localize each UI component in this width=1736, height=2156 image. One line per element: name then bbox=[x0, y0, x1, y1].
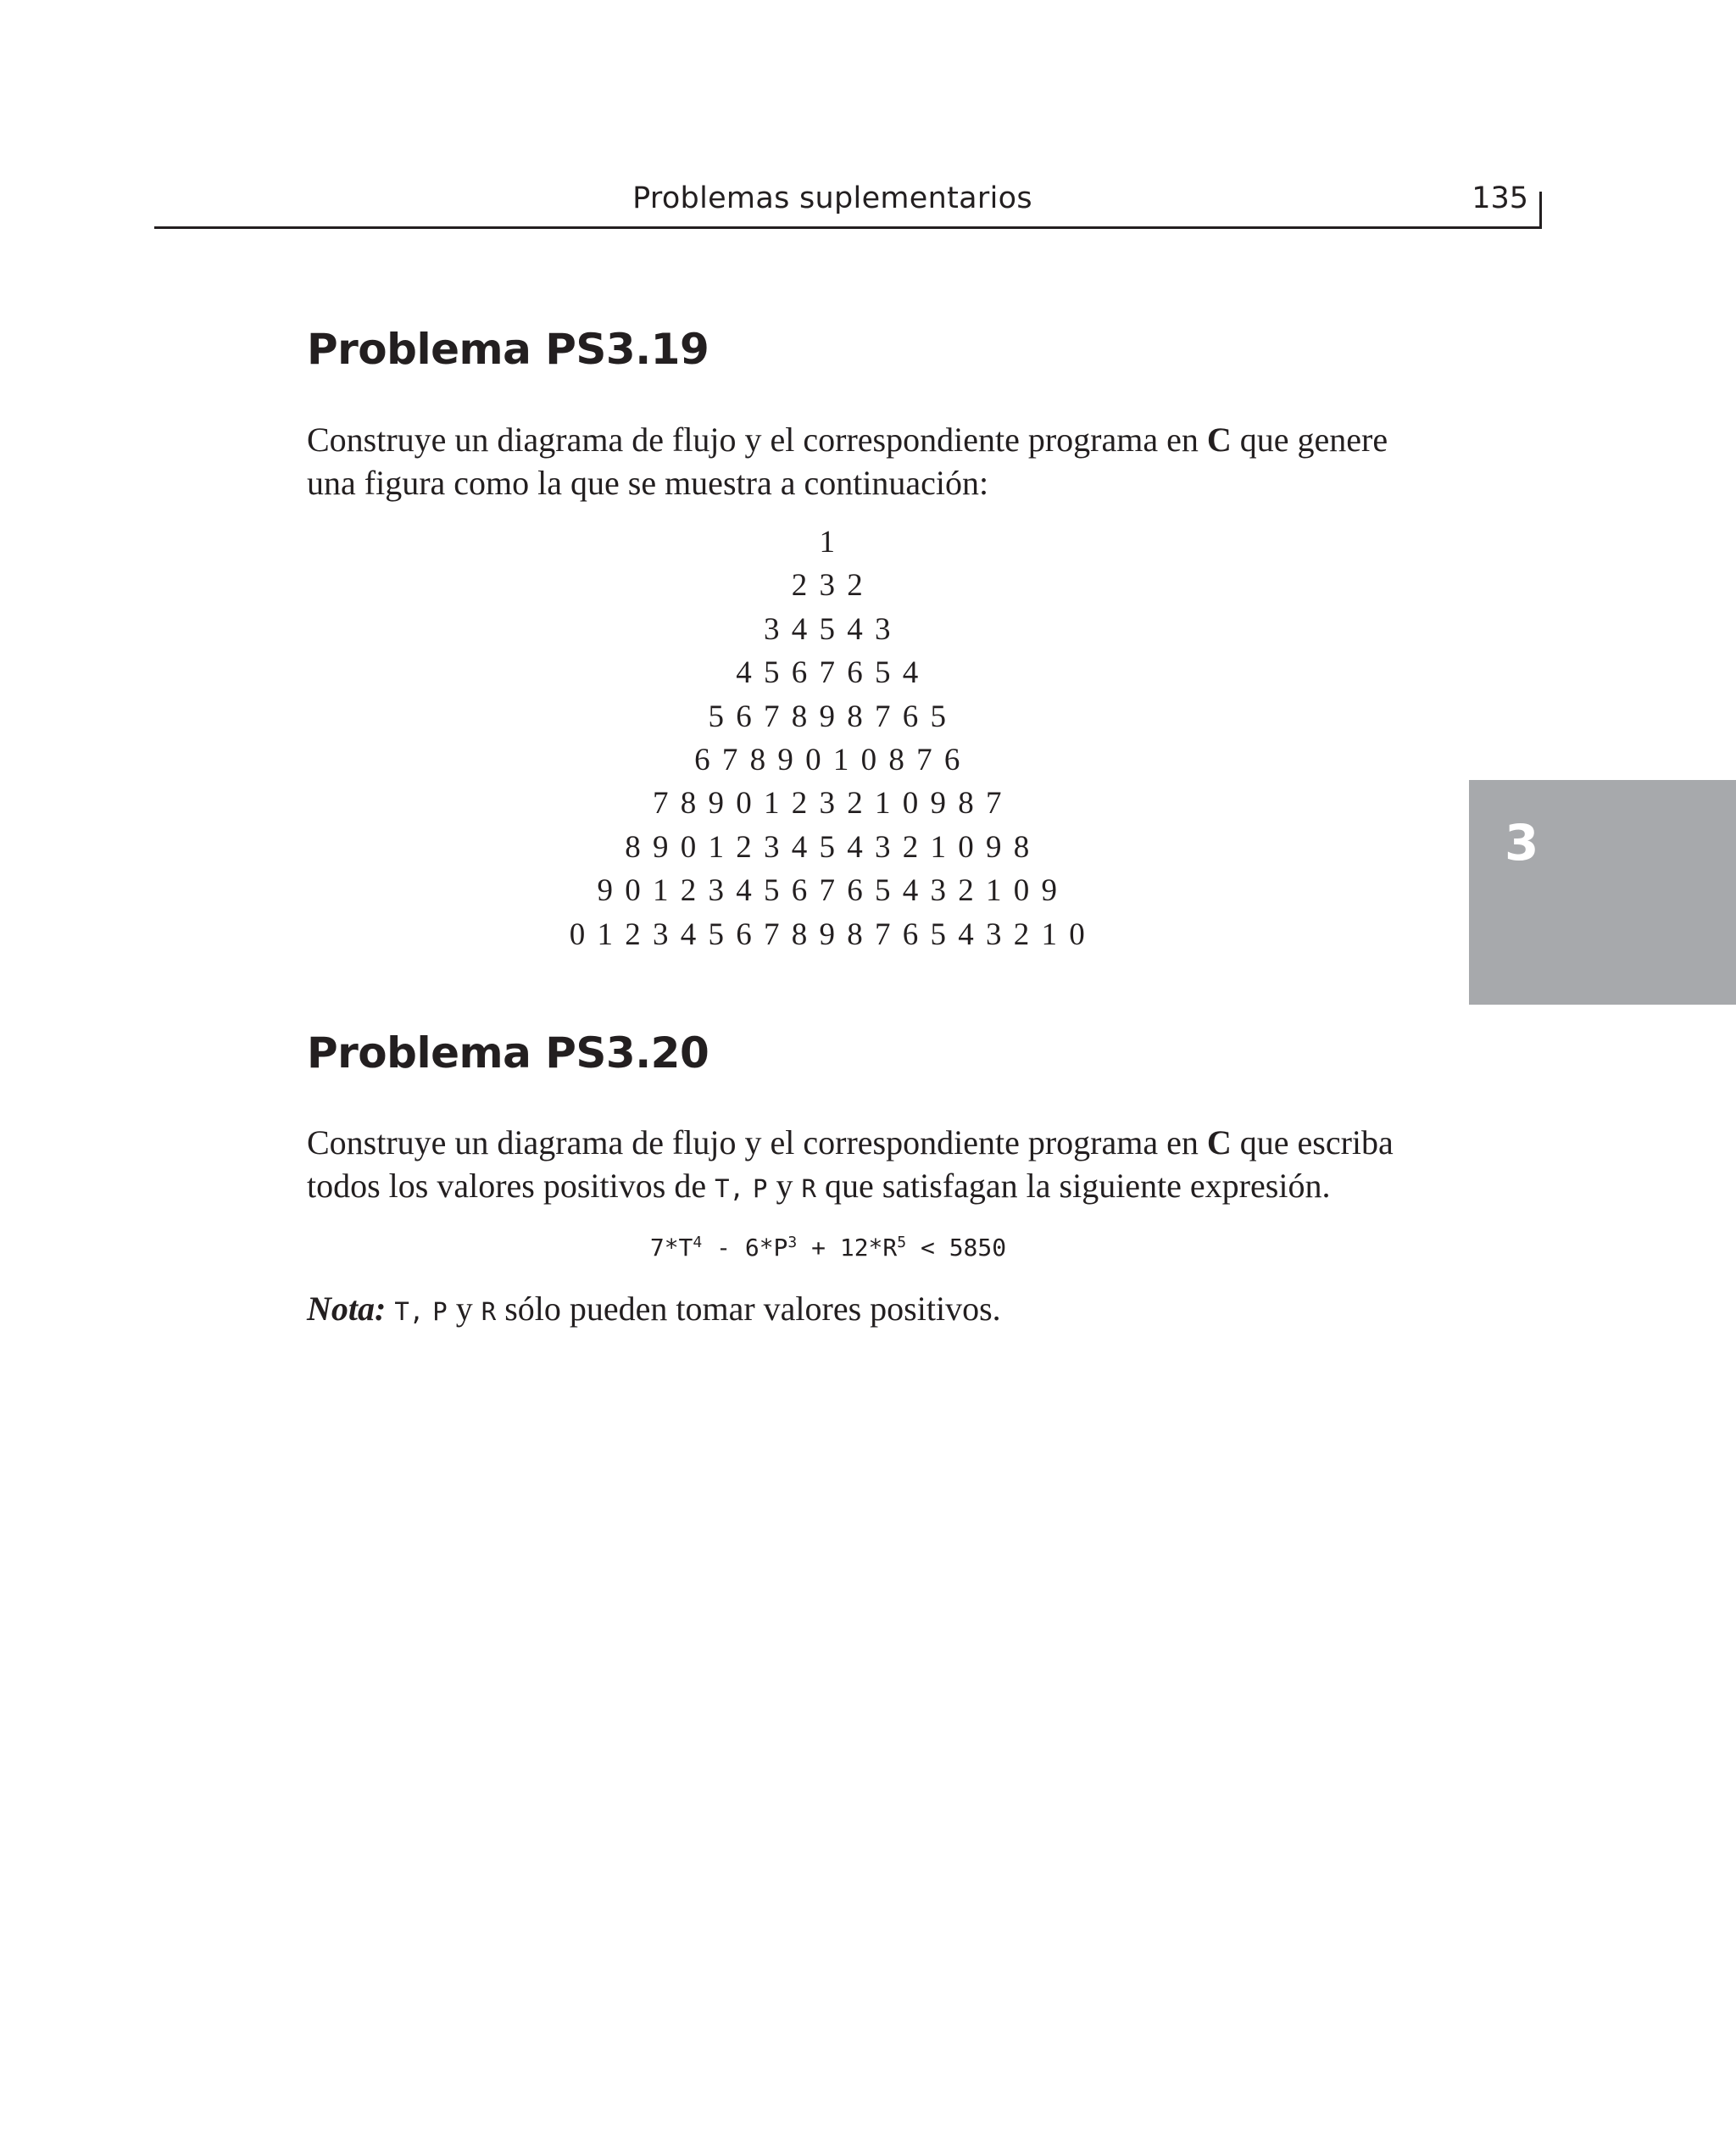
chapter-tab bbox=[1469, 780, 1736, 1005]
running-title: Problemas suplementarios bbox=[632, 181, 1032, 215]
var-p: P bbox=[753, 1174, 768, 1203]
formula-part-3: + 12*R bbox=[797, 1234, 898, 1262]
formula-part-1: 7*T bbox=[649, 1234, 693, 1262]
pyramid-row: 2 3 2 bbox=[791, 568, 865, 604]
pyramid-row: 9 0 1 2 3 4 5 6 7 6 5 4 3 2 1 0 9 bbox=[597, 873, 1060, 909]
problem-19-title: Problema PS3.19 bbox=[307, 325, 709, 374]
var-t: T, bbox=[715, 1174, 745, 1203]
problem-19-bold-c: C bbox=[1206, 421, 1232, 459]
var-r: R bbox=[801, 1174, 816, 1203]
note-label: Nota: bbox=[307, 1290, 387, 1328]
page-number: 135 bbox=[1472, 181, 1528, 215]
running-head bbox=[154, 178, 1542, 229]
pyramid-row: 0 1 2 3 4 5 6 7 8 9 8 7 6 5 4 3 2 1 0 bbox=[569, 916, 1088, 952]
problem-20-note bbox=[307, 1287, 1443, 1334]
problem-20-title: Problema PS3.20 bbox=[307, 1028, 709, 1078]
pyramid-row: 5 6 7 8 9 8 7 6 5 bbox=[708, 699, 949, 734]
problem-20-statement bbox=[307, 1121, 1443, 1211]
problem-19-text-before: Construye un diagrama de flujo y el correspondiente programa en bbox=[307, 421, 1207, 459]
problem-19-text-after: que genere una figura como la que se muestra a continuación: bbox=[307, 421, 1388, 502]
pyramid-row: 3 4 5 4 3 bbox=[764, 611, 893, 647]
formula-exp-3: 5 bbox=[897, 1234, 907, 1251]
pyramid-row: 7 8 9 0 1 2 3 2 1 0 9 8 7 bbox=[653, 786, 1004, 822]
conj-y: y bbox=[776, 1167, 793, 1205]
formula-exp-2: 3 bbox=[787, 1234, 798, 1251]
header-tick bbox=[1539, 192, 1542, 229]
note-var-r: R bbox=[481, 1297, 497, 1326]
note-var-t: T, bbox=[394, 1297, 425, 1326]
problem-20-bold-c: C bbox=[1206, 1123, 1232, 1162]
formula-part-2: - 6*P bbox=[702, 1234, 788, 1262]
note-text: sólo pueden tomar valores positivos. bbox=[504, 1290, 1001, 1328]
pyramid-row: 4 5 6 7 6 5 4 bbox=[736, 655, 921, 691]
chapter-tab-number: 3 bbox=[1505, 814, 1539, 872]
formula-exp-1: 4 bbox=[693, 1234, 703, 1251]
inequality-formula bbox=[307, 1234, 1349, 1262]
pyramid-row: 6 7 8 9 0 1 0 8 7 6 bbox=[694, 742, 962, 777]
pyramid-row: 1 bbox=[819, 525, 837, 560]
note-conj-y: y bbox=[455, 1290, 473, 1328]
formula-part-4: < 5850 bbox=[906, 1234, 1007, 1262]
problem-19-statement bbox=[307, 418, 1443, 504]
pyramid-row: 8 9 0 1 2 3 4 5 4 3 2 1 0 9 8 bbox=[625, 829, 1032, 865]
problem-20-text-before: Construye un diagrama de flujo y el correspondiente programa en bbox=[307, 1123, 1207, 1162]
number-pyramid bbox=[307, 521, 1349, 956]
note-var-p: P bbox=[432, 1297, 448, 1326]
problem-20-text-middle: que escriba todos los valores positivos de bbox=[307, 1123, 1394, 1205]
header-rule bbox=[154, 226, 1542, 229]
problem-20-text-after: que satisfagan la siguiente expresión. bbox=[824, 1167, 1331, 1205]
